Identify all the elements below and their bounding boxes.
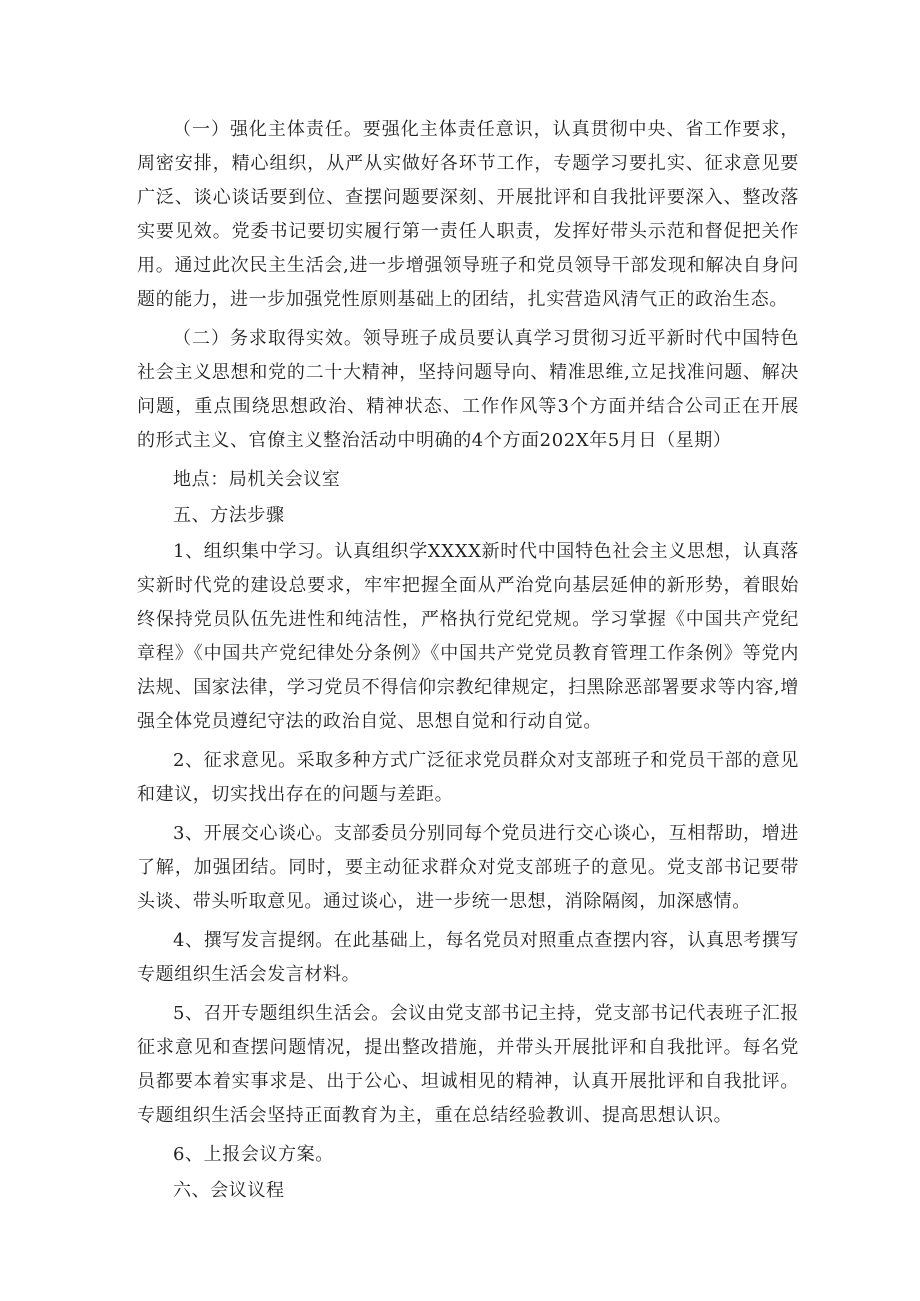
meeting-location: 地点：局机关会议室 [173,469,341,490]
document-page [137,113,799,1210]
paragraph-step-5: 5、召开专题组织生活会。会议由党支部书记主持，党支部书记代表班子汇报征求意见和查摆问题情况，提出整改措施，并带头开展批评和自我批评。每名党员都要本着实事求是、出于公心、坦诚相见的精神，认真开展批评和自我批评。专题组织生活会坚持正面教育为主，重在总结经验教训、提高思想认识。 [137,1003,799,1126]
paragraph-step-1: 1、组织集中学习。认真组织学XXXX新时代中国特色社会主义思想，认真落实新时代党的建设总要求，牢牢把握全面从严治党向基层延伸的新形势，着眼始终保持党员队伍先进性和纯洁性，严格执行党纪党规。学习掌握《中国共产党纪章程》《中国共产党纪律处分条例》《中国共产党党员教育管理工作条例》等党内法规、国家法律，学习党员不得信仰宗教纪律规定，扫黑除恶部署要求等内容,增强全体党员遵纪守法的政治自觉、思想自觉和行动自觉。 [137,541,799,732]
section-heading-agenda: 六、会议议程 [173,1180,285,1201]
paragraph-practical-results: （二）务求取得实效。领导班子成员要认真学习贯彻习近平新时代中国特色社会主义思想和党的二十大精神，坚持问题导向、精准思维,立足找准问题、解决问题，重点围绕思想政治、精神状态、工作作风等3个方面并结合公司正在开展的形式主义、官僚主义整治活动中明确的4个方面202X年5月日（星期） [137,328,799,451]
section-heading-methods: 五、方法步骤 [173,505,285,526]
paragraph-step-2: 2、征求意见。采取多种方式广泛征求党员群众对支部班子和党员干部的意见和建议，切实找出存在的问题与差距。 [137,750,799,805]
paragraph-step-3: 3、开展交心谈心。支部委员分别同每个党员进行交心谈心，互相帮助，增进了解，加强团结。同时，要主动征求群众对党支部班子的意见。党支部书记要带头谈、带头听取意见。通过谈心，进一步统一思想，消除隔阂，加深感情。 [137,823,799,912]
paragraph-main-responsibility: （一）强化主体责任。要强化主体责任意识，认真贯彻中央、省工作要求，周密安排，精心组织，从严从实做好各环节工作，专题学习要扎实、征求意见要广泛、谈心谈话要到位、查摆问题要深刻、开展批评和自我批评要深入、整改落实要见效。党委书记要切实履行第一责任人职责，发挥好带头示范和督促把关作用。通过此次民主生活会,进一步增强领导班子和党员领导干部发现和解决自身问题的能力，进一步加强党性原则基础上的团结，扎实营造风清气正的政治生态。 [137,119,799,310]
paragraph-step-6: 6、上报会议方案。 [173,1144,334,1165]
paragraph-step-4: 4、撰写发言提纲。在此基础上，每名党员对照重点查摆内容，认真思考撰写专题组织生活会发言材料。 [137,930,799,985]
